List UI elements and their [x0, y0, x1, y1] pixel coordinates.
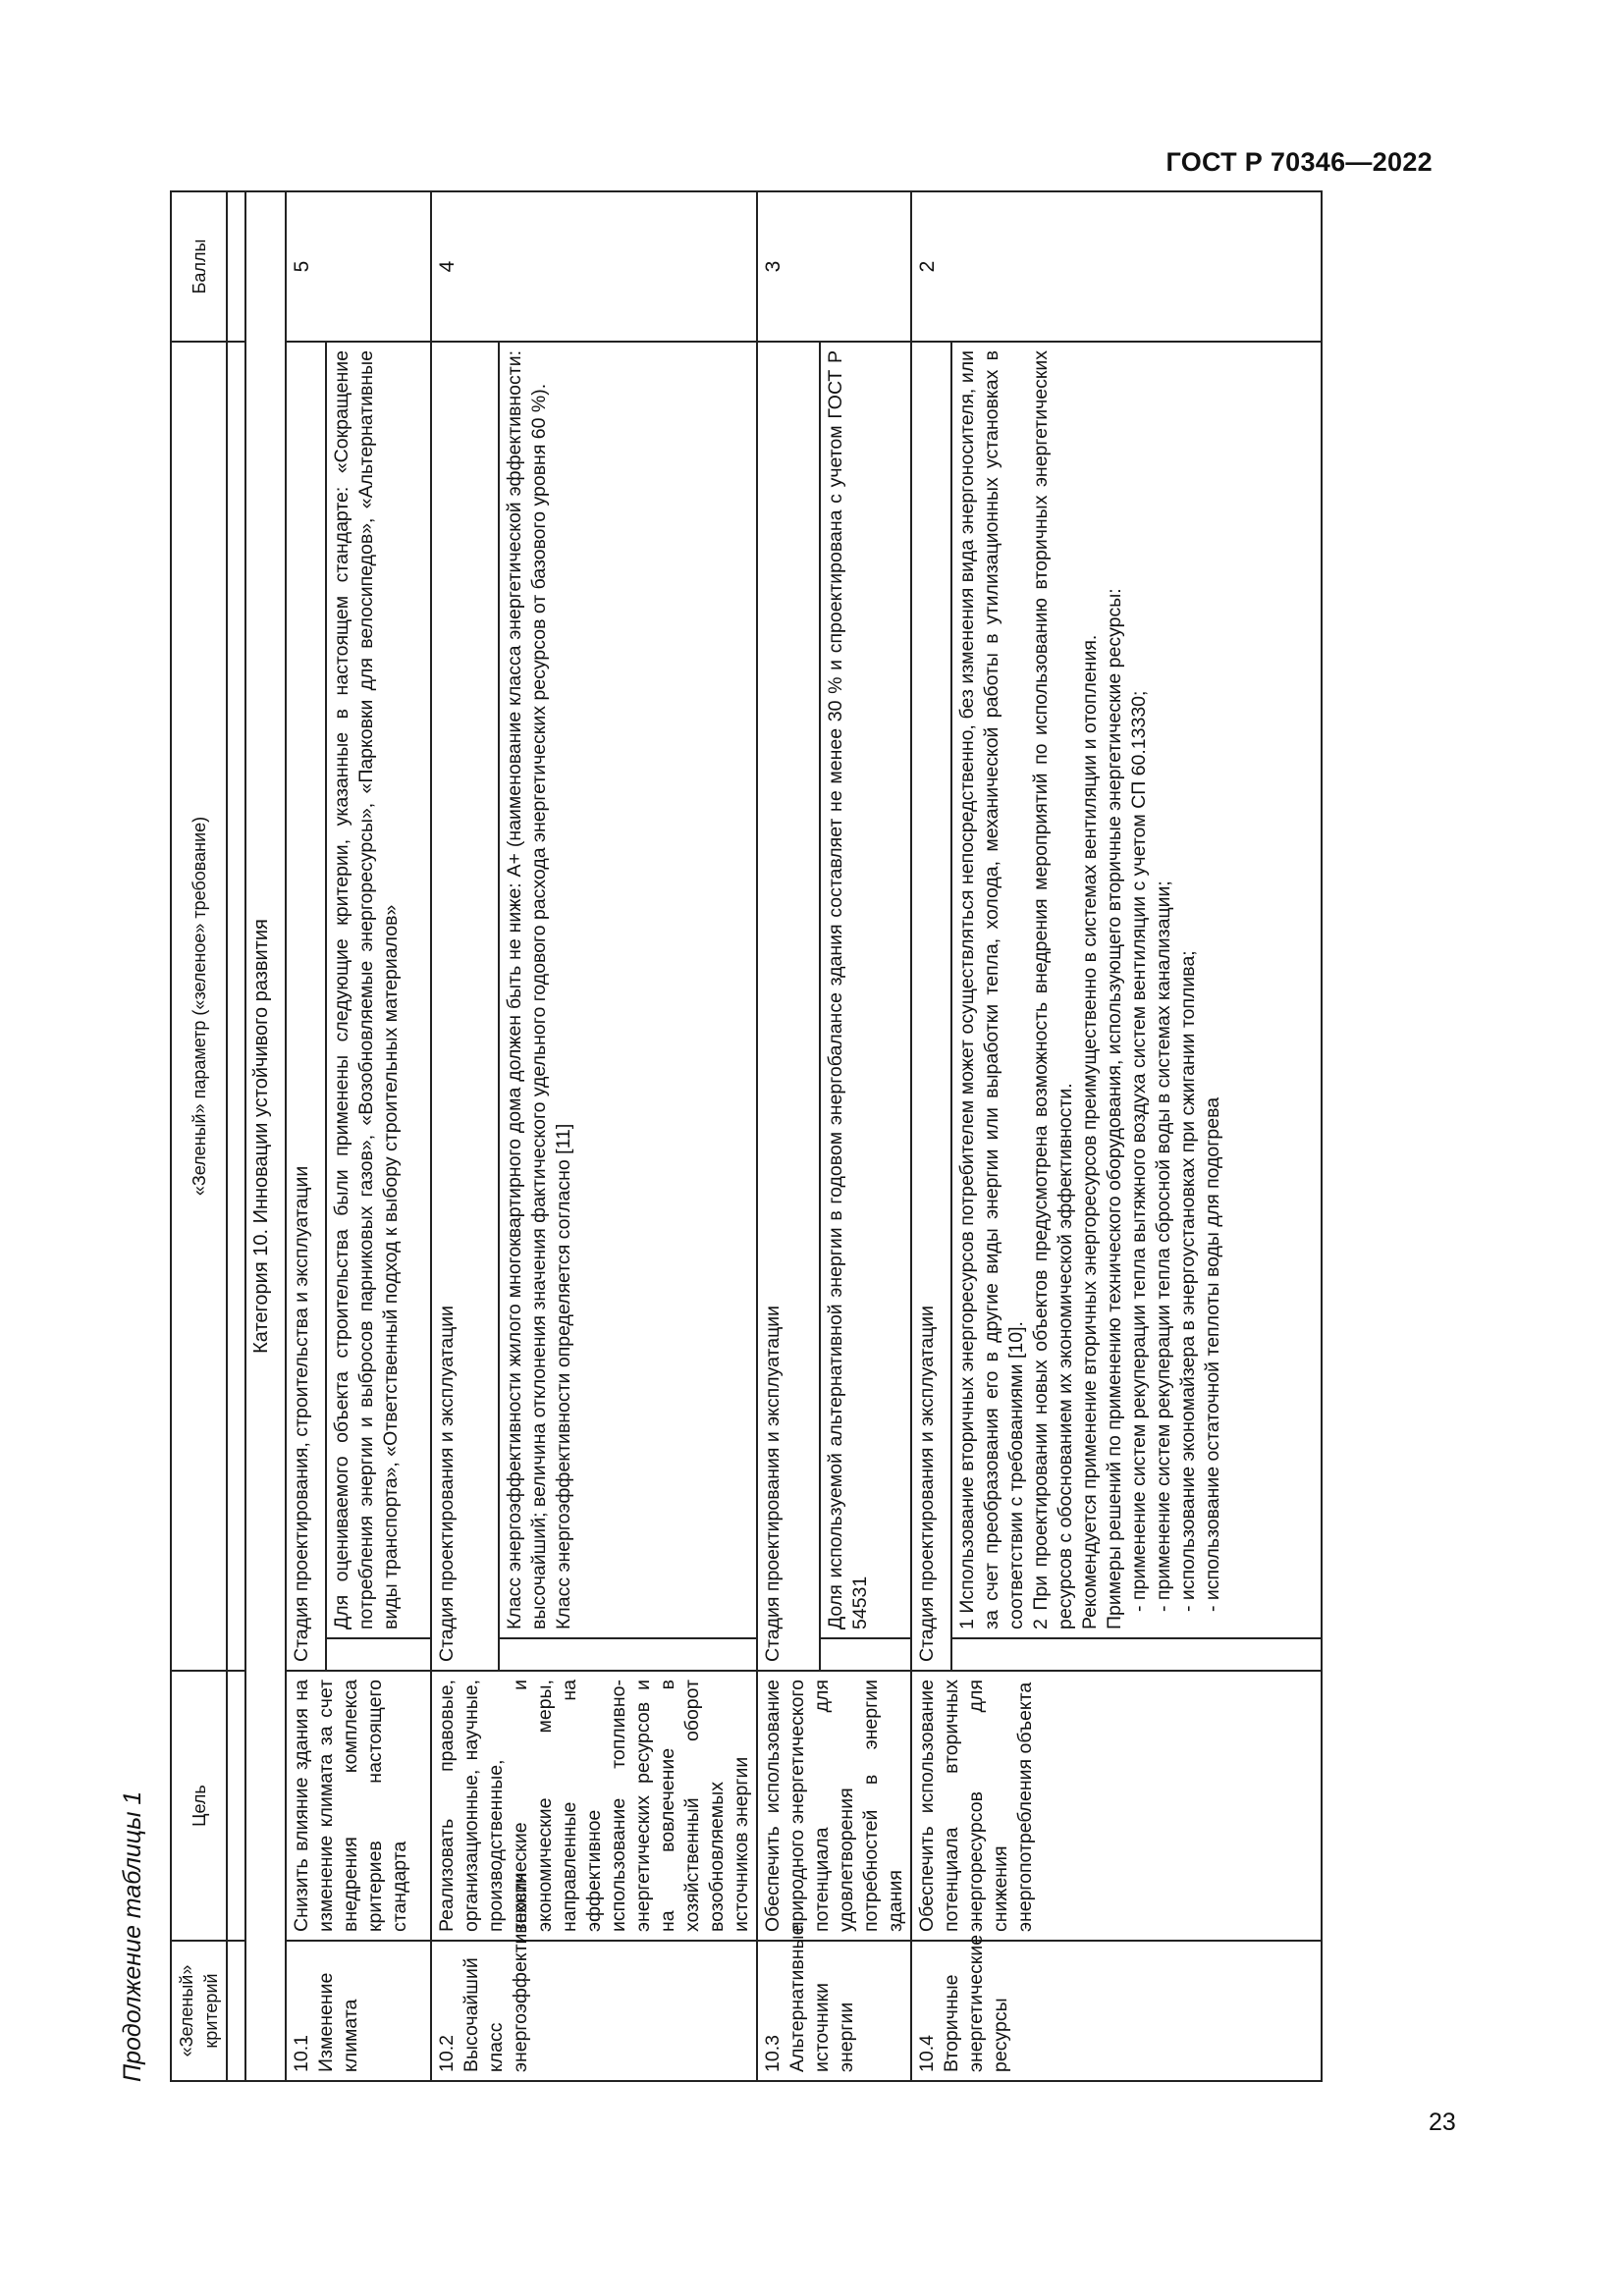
table-header-row — [171, 191, 227, 2081]
index-cell — [227, 1671, 245, 1941]
category-title: Категория 10. Инновации устойчивого развития — [245, 191, 286, 2081]
standard-code: ГОСТ Р 70346—2022 — [1165, 147, 1433, 177]
index-cell — [227, 1941, 245, 2081]
bullet-item: - использование остаточной теплоты воды для подогрева — [1202, 1096, 1223, 1612]
index-cell — [227, 342, 245, 1671]
spacer-cell — [326, 1638, 431, 1671]
category-row — [245, 191, 286, 2081]
stage-cell: Стадия проектирования и эксплуатации — [431, 342, 499, 1671]
table-row — [286, 191, 326, 2081]
column-header-goal: Цель — [171, 1671, 227, 1941]
goal-cell: Реализовать правовые, организационные, научные, производственные, технические и экономические меры, направленные на эффективное использование топливно-энергетических ресурсов и на вовлечение в хозяйственный оборот возобновляемых источников энергии — [431, 1671, 757, 1941]
goal-cell: Снизить влияние здания на изменение климата за счет внедрения комплекса критериев настоящего стандарта — [286, 1671, 431, 1941]
requirement-item: Рекомендуется применение вторичных энергоресурсов преимущественно в системах вентиляции и отопления. — [1079, 634, 1101, 1629]
requirement-text: Класс энергоэффективности определяется согласно [11] — [552, 1123, 574, 1629]
table-row — [757, 191, 820, 2081]
score-cell: 2 — [911, 191, 1322, 342]
index-row — [227, 191, 245, 2081]
bullet-item: - применение систем рекуперации тепла вытяжного воздуха систем вентиляции с учетом СП 60.13330; — [1128, 690, 1150, 1612]
criterion-cell: 10.4 Вторичные энергетические ресурсы — [911, 1941, 1322, 2081]
requirement-text: Класс энергоэффективности жилого многоквартирного дома должен быть не ниже: А+ (наименование класса энергетической эффективности: высочайший; величина отклонения значения фактического удельного годового расхода энергетических ресурсов от базового уровня 60 %). — [503, 349, 550, 1629]
requirement-item: Примеры решений по применению технического оборудования, использующего вторичные энергетические ресурсы: — [1104, 588, 1125, 1629]
stage-cell: Стадия проектирования и эксплуатации — [911, 342, 951, 1671]
criteria-table — [170, 190, 1323, 2082]
page-number: 23 — [1429, 2109, 1456, 2136]
continuation-label: Продолжение таблицы 1 — [119, 1790, 146, 2082]
requirement-cell: Доля используемой альтернативной энергии в годовом энергобалансе здания составляет не менее 30 % и спроектирована с учетом ГОСТ Р 54531 — [820, 342, 911, 1638]
stage-cell: Стадия проектирования, строительства и эксплуатации — [286, 342, 326, 1671]
bullet-item: - применение систем рекуперации тепла сбросной воды в системах канализации; — [1153, 881, 1174, 1612]
requirement-item: 1 Использование вторичных энергоресурсов потребителем может осуществляться непосредственно, без изменения вида энергоносителя, или за счет преобразования его в другие виды энергии или выработки тепла, холода, механической работы в утилизационных установках в соответствии с требованиями [10]. — [956, 349, 1027, 1629]
requirement-cell — [951, 342, 1322, 1638]
criterion-cell: 10.1 Изменение климата — [286, 1941, 431, 2081]
spacer-cell — [499, 1638, 757, 1671]
goal-cell: Обеспечить использование потенциала вторичных энергоресурсов для снижения энергопотребления объекта — [911, 1671, 1322, 1941]
spacer-cell — [820, 1638, 911, 1671]
goal-cell: Обеспечить использование природного энергетического потенциала для удовлетворения потребностей в энергии здания — [757, 1671, 911, 1941]
index-cell — [227, 191, 245, 342]
bullet-item: - использование экономайзера в энергоустановках при сжигании топлива; — [1177, 950, 1199, 1612]
requirement-item: 2 При проектировании новых объектов предусмотрена возможность внедрения мероприятий по использованию вторичных энергетических ресурсов с обоснованием их экономической эффективности. — [1030, 349, 1076, 1629]
criterion-cell: 10.2 Высочайший класс энергоэффективности — [431, 1941, 757, 2081]
score-cell: 3 — [757, 191, 911, 342]
rotated-table-container — [111, 192, 1410, 2082]
column-header-score: Баллы — [171, 191, 227, 342]
requirement-cell: Для оцениваемого объекта строительства были применены следующие критерии, указанные в настоящем стандарте: «Сокращение потребления энергии и выбросов парниковых газов», «Возобновляемые энергоресурсы», «Парковки для велосипедов», «Альтернативные виды транспорта», «Ответственный подход к выбору строительных материалов» — [326, 342, 431, 1638]
column-header-requirement: «Зеленый» параметр («зеленое» требование) — [171, 342, 227, 1671]
score-cell: 5 — [286, 191, 431, 342]
stage-cell: Стадия проектирования и эксплуатации — [757, 342, 820, 1671]
table-row — [911, 191, 951, 2081]
column-header-criterion: «Зеленый» критерий — [171, 1941, 227, 2081]
requirement-cell — [499, 342, 757, 1638]
spacer-cell — [951, 1638, 1322, 1671]
table-row — [431, 191, 499, 2081]
score-cell: 4 — [431, 191, 757, 342]
criterion-cell: 10.3 Альтернативные источники энергии — [757, 1941, 911, 2081]
